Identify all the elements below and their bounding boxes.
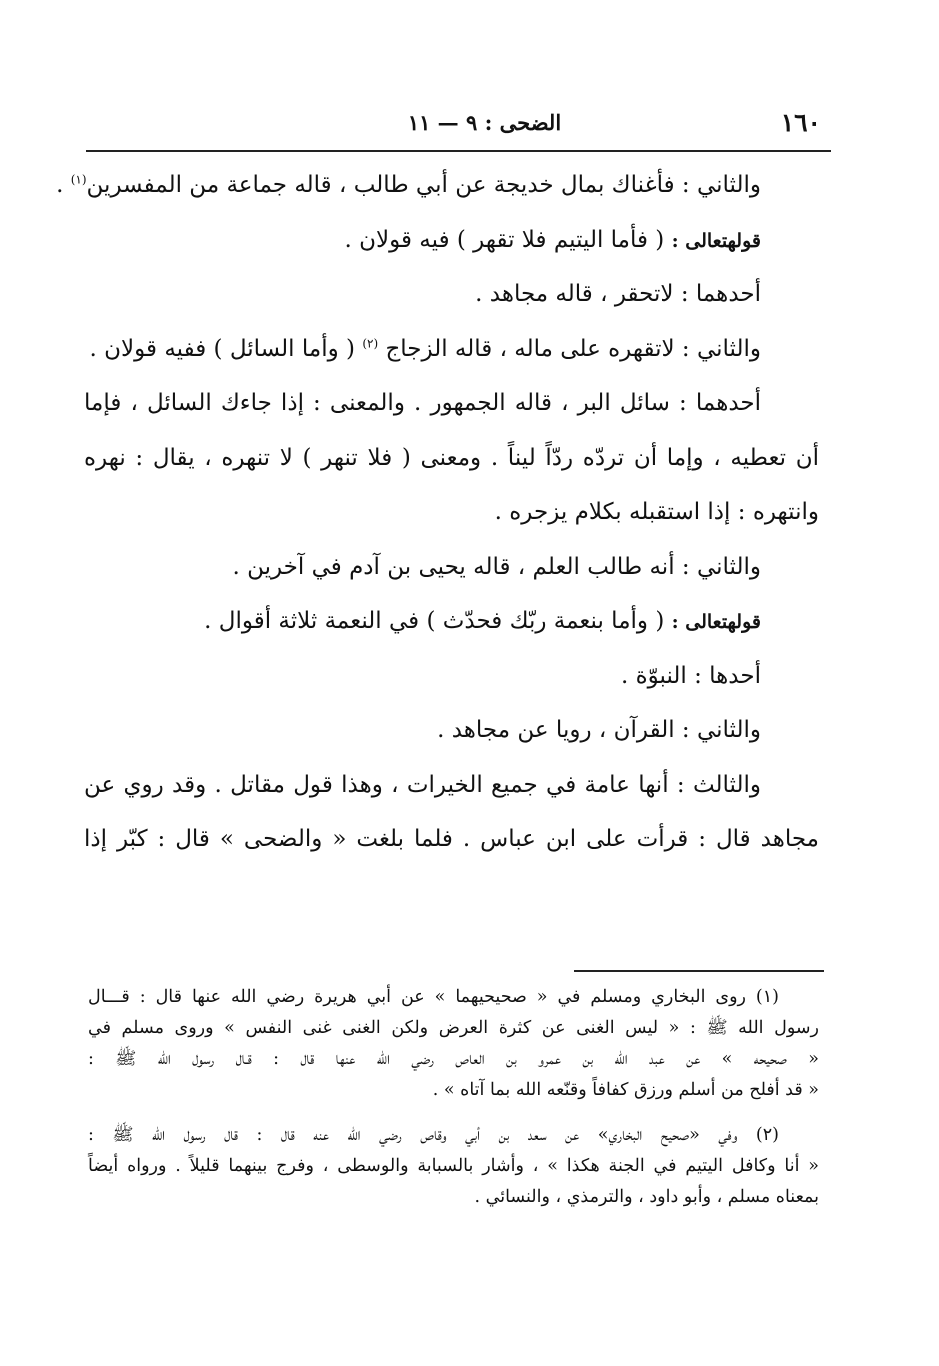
text-line-2: قولهتعالى : ( فأما اليتيم فلا تقهر ) فيه قولان . — [344, 226, 761, 253]
footnote-line: بمعناه مسلم ، وأبو داود ، والترمذي ، والنسائي . — [474, 1187, 819, 1207]
text-line-5: أحدهما : سائل البر ، قاله الجمهور . والمعنى : إذا جاءك السائل ، فإما — [84, 390, 761, 416]
verse-label: قولهتعالى : — [671, 611, 761, 633]
footnote-line: (١) روى البخاري ومسلم في « صحيحيهما » عن أبي هريرة رضي الله عنها قال : قـــال — [88, 987, 779, 1007]
header-rule — [86, 150, 831, 152]
footnote-line: « أنا وكافل اليتيم في الجنة هكذا » ، وأشار بالسبابة والوسطى ، وفرج بينهما قليلاً . ورواه أيضاً — [88, 1156, 819, 1176]
text-line-9: قولهتعالى : ( وأما بنعمة ربّك فحدّث ) في النعمة ثلاثة أقوال . — [204, 608, 761, 634]
text-line-7: وانتهره : إذا استقبله بكلام يزجره . — [494, 499, 819, 525]
footnote-line: (٢) وفي «صحيح البخاري» عن سعد بن أبي وقاص رضي الله عنه قال : قال رسول الله ﷺ : — [88, 1125, 779, 1145]
text-line-10: أحدها : النبوّة . — [620, 662, 761, 689]
page-number: ١٦٠ — [780, 108, 821, 137]
text-line-12: والثالث : أنها عامة في جميع الخيرات ، وهذا قول مقاتل . وقد روي عن — [84, 771, 761, 798]
footnote-ref-1: (١) — [70, 172, 87, 187]
text-line-1: والثاني : فأغناك بمال خديجة عن أبي طالب ، قاله جماعة من المفسرين$^{(١)}$ . — [56, 172, 761, 198]
running-title: الضحى : ٩ — ١١ — [407, 110, 562, 135]
footnote-1 — [88, 982, 819, 1106]
footnote-line: رسول الله ﷺ : « ليس الغنى عن كثرة العرض ولكن الغنى غنى النفس » وروى مسلم في — [88, 1018, 819, 1038]
footnotes — [88, 982, 819, 1213]
text-line-3: أحدهما : لاتحقر ، قاله مجاهد . — [475, 281, 761, 307]
text-line-11: والثاني : القرآن ، رويا عن مجاهد . — [437, 717, 761, 743]
text-line-13: مجاهد قال : قرأت على ابن عباس . فلما بلغت « والضحى » قال : كبّر إذا — [84, 826, 819, 852]
footnote-rule — [574, 970, 824, 972]
main-text — [56, 158, 819, 867]
text-line-4: والثاني : لاتقهره على ماله ، قاله الزجاج $^{(٢)}$ ( وأما السائل ) ففيه قولان . — [89, 335, 761, 362]
footnote-2 — [88, 1120, 819, 1213]
text-line-8: والثاني : أنه طالب العلم ، قاله يحيى بن آدم في آخرين . — [232, 553, 761, 580]
footnote-line: « قد أفلح من أسلم ورزق كفافاً وقنّعه الله بما آتاه » . — [432, 1080, 819, 1100]
footnote-line: « صحيحه » عن عبد الله بن عمرو بن العاص رضي الله عنها قال : قـال رسول الله ﷺ : — [88, 1049, 819, 1069]
verse-label: قولهتعالى : — [671, 229, 761, 252]
footnote-ref-2: (٢) — [362, 335, 379, 350]
text-line-6: أن تعطيه ، وإما أن تردّه ردّاً ليناً . ومعنى ( فلا تنهر ) لا تنهره ، يقال : نهره — [84, 444, 819, 471]
